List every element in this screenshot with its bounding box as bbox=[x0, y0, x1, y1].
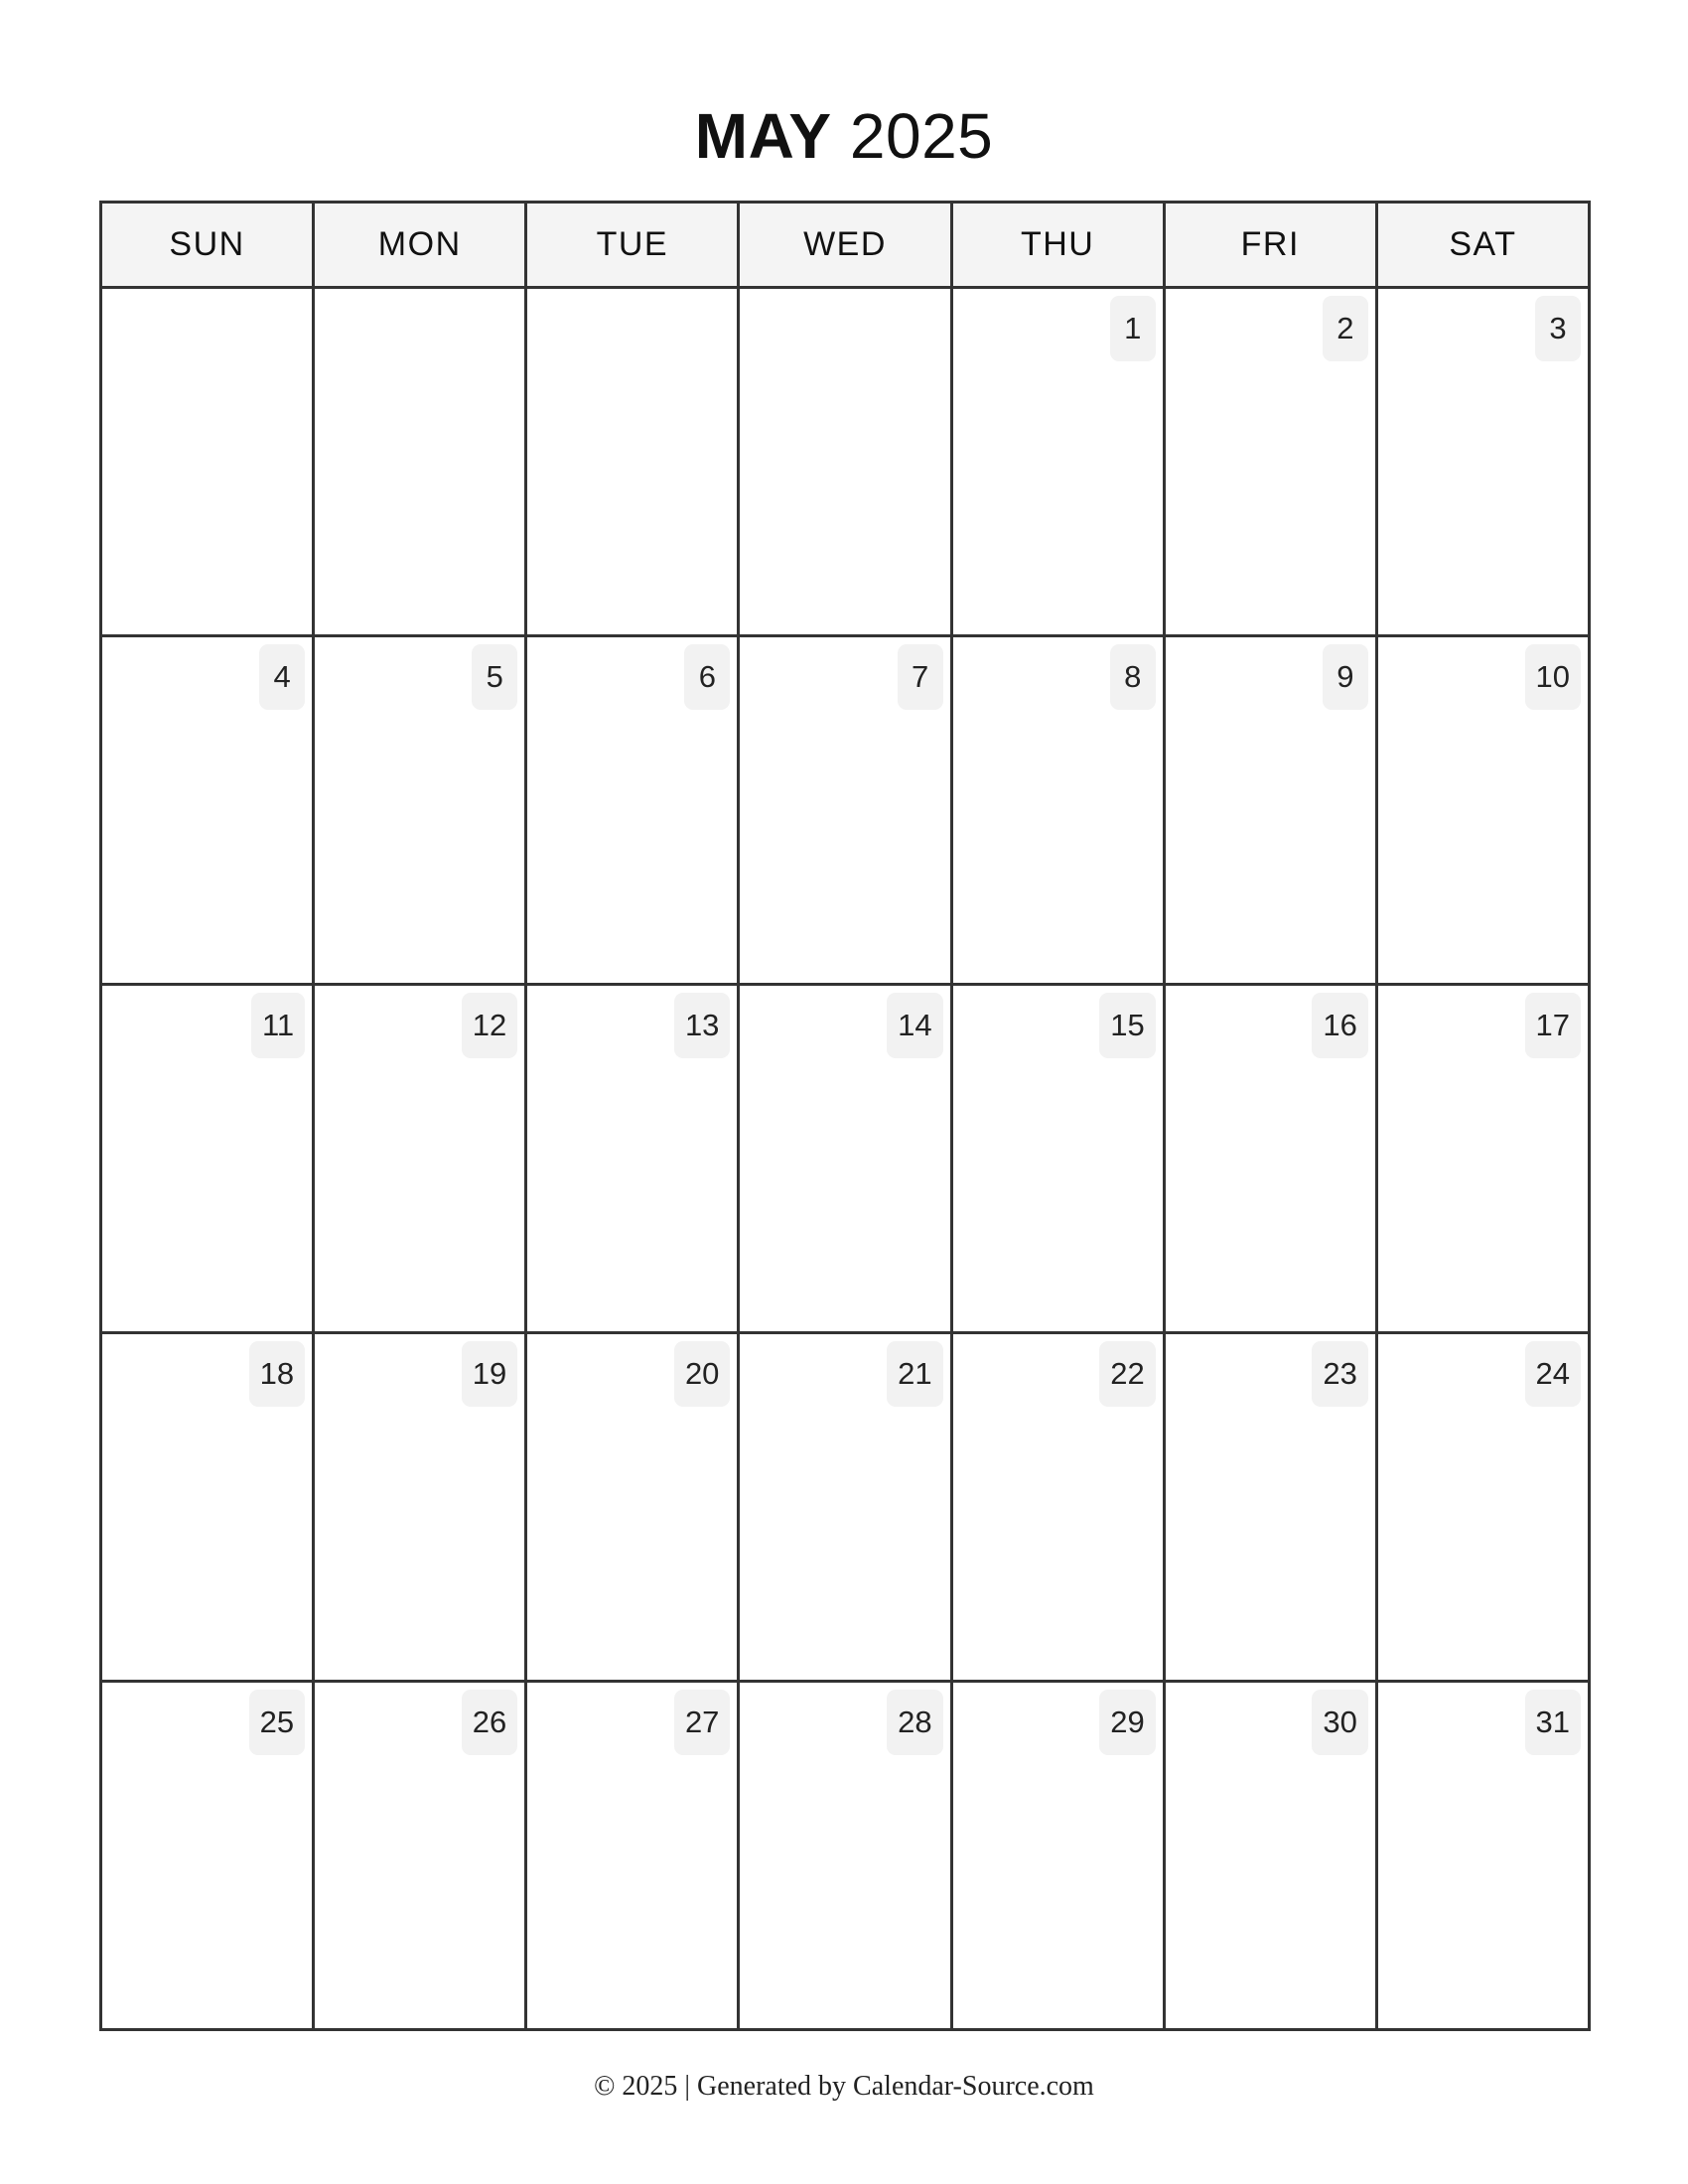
day-number: 18 bbox=[249, 1341, 305, 1407]
day-cell bbox=[1164, 1333, 1376, 1682]
day-cell bbox=[1376, 288, 1589, 636]
day-cell bbox=[739, 636, 951, 985]
day-cell bbox=[1376, 1333, 1589, 1682]
calendar-grid bbox=[99, 201, 1591, 2031]
day-number: 3 bbox=[1535, 296, 1581, 361]
day-number: 17 bbox=[1525, 993, 1581, 1058]
week-row-5 bbox=[101, 1682, 1590, 2030]
week-row-1 bbox=[101, 288, 1590, 636]
day-number: 7 bbox=[898, 644, 943, 710]
day-cell bbox=[951, 985, 1164, 1333]
day-number: 13 bbox=[674, 993, 730, 1058]
day-cell bbox=[314, 288, 526, 636]
day-cell bbox=[526, 1682, 739, 2030]
title-year: 2025 bbox=[849, 100, 994, 172]
weekday-header-thu: THU bbox=[951, 203, 1164, 288]
day-number: 31 bbox=[1525, 1690, 1581, 1755]
day-cell bbox=[1376, 636, 1589, 985]
day-cell bbox=[314, 985, 526, 1333]
day-cell bbox=[526, 288, 739, 636]
day-number: 4 bbox=[259, 644, 305, 710]
day-number: 11 bbox=[251, 993, 305, 1058]
day-number: 9 bbox=[1323, 644, 1368, 710]
day-number: 10 bbox=[1525, 644, 1581, 710]
title-month: MAY bbox=[694, 100, 832, 172]
day-number: 26 bbox=[462, 1690, 517, 1755]
day-number: 23 bbox=[1312, 1341, 1367, 1407]
day-number: 21 bbox=[887, 1341, 942, 1407]
day-number: 14 bbox=[887, 993, 942, 1058]
day-cell bbox=[739, 1682, 951, 2030]
weekday-header-sat: SAT bbox=[1376, 203, 1589, 288]
day-cell bbox=[739, 985, 951, 1333]
day-cell bbox=[101, 1333, 314, 1682]
weekday-header-tue: TUE bbox=[526, 203, 739, 288]
weekday-header-fri: FRI bbox=[1164, 203, 1376, 288]
day-cell bbox=[526, 1333, 739, 1682]
weekday-header-wed: WED bbox=[739, 203, 951, 288]
calendar-title bbox=[0, 94, 1688, 178]
day-cell bbox=[101, 636, 314, 985]
footer-credit: © 2025 | Generated by Calendar-Source.com bbox=[594, 2071, 1094, 2102]
day-cell bbox=[526, 636, 739, 985]
day-number: 5 bbox=[472, 644, 517, 710]
day-number: 12 bbox=[462, 993, 517, 1058]
day-number: 28 bbox=[887, 1690, 942, 1755]
day-cell bbox=[101, 985, 314, 1333]
day-number: 29 bbox=[1099, 1690, 1155, 1755]
weekday-header-mon: MON bbox=[314, 203, 526, 288]
weekday-header-row bbox=[101, 203, 1590, 288]
day-cell bbox=[1164, 288, 1376, 636]
day-number: 15 bbox=[1099, 993, 1155, 1058]
day-number: 1 bbox=[1110, 296, 1156, 361]
day-number: 6 bbox=[684, 644, 730, 710]
day-cell bbox=[314, 1682, 526, 2030]
week-row-3 bbox=[101, 985, 1590, 1333]
day-number: 20 bbox=[674, 1341, 730, 1407]
day-cell bbox=[101, 1682, 314, 2030]
day-cell bbox=[739, 288, 951, 636]
day-cell bbox=[526, 985, 739, 1333]
day-cell bbox=[1376, 1682, 1589, 2030]
day-cell bbox=[739, 1333, 951, 1682]
day-cell bbox=[1376, 985, 1589, 1333]
day-number: 25 bbox=[249, 1690, 305, 1755]
week-row-2 bbox=[101, 636, 1590, 985]
day-number: 8 bbox=[1110, 644, 1156, 710]
day-number: 19 bbox=[462, 1341, 517, 1407]
day-cell bbox=[951, 636, 1164, 985]
day-number: 24 bbox=[1525, 1341, 1581, 1407]
week-row-4 bbox=[101, 1333, 1590, 1682]
day-cell bbox=[101, 288, 314, 636]
day-number: 22 bbox=[1099, 1341, 1155, 1407]
day-cell bbox=[1164, 985, 1376, 1333]
day-cell bbox=[951, 288, 1164, 636]
day-cell bbox=[1164, 636, 1376, 985]
day-number: 30 bbox=[1312, 1690, 1367, 1755]
day-cell bbox=[314, 636, 526, 985]
weekday-header-sun: SUN bbox=[101, 203, 314, 288]
day-number: 27 bbox=[674, 1690, 730, 1755]
day-number: 16 bbox=[1312, 993, 1367, 1058]
day-cell bbox=[951, 1682, 1164, 2030]
day-number: 2 bbox=[1323, 296, 1368, 361]
day-cell bbox=[951, 1333, 1164, 1682]
day-cell bbox=[314, 1333, 526, 1682]
day-cell bbox=[1164, 1682, 1376, 2030]
